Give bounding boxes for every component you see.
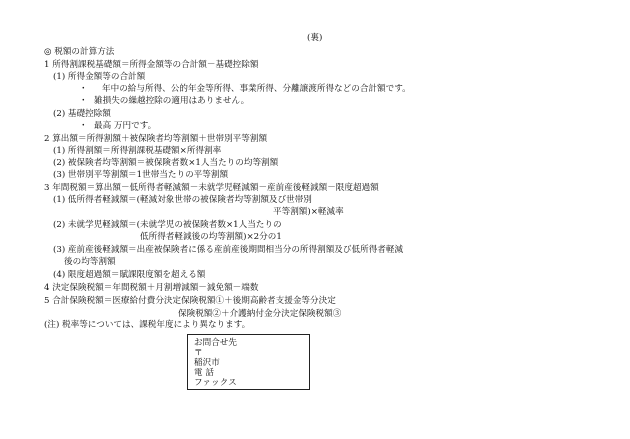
item-1-1: (1) 所得金額等の合計額 — [53, 72, 146, 82]
contact-title: お問合せ先 — [194, 338, 237, 348]
item-3: 3 年間税額＝算出額－低所得者軽減額－未就学児軽減額－産前産後軽減額－限度超過額 — [44, 183, 379, 193]
item-5-line2: 保険税額②＋介護納付金分決定保険税額③ — [178, 309, 342, 319]
contact-fax: ファックス — [194, 378, 237, 388]
item-5-line1: 5 合計保険税額＝医療給付費分決定保険税額①＋後期高齢者支援金等分決定 — [44, 296, 336, 306]
item-4: 4 決定保険税額＝年間税額＋月割増減額－減免額－端数 — [44, 283, 259, 293]
item-2-1: (1) 所得割額＝所得割課税基礎額×所得割率 — [53, 146, 222, 156]
bullet-icon: ・ — [79, 84, 88, 94]
item-1-2: (2) 基礎控除額 — [53, 109, 111, 119]
item-3-4: (4) 限度超過額＝賦課限度額を超える額 — [53, 270, 206, 280]
contact-phone: 電 話 — [194, 368, 214, 378]
item-3-2-line1: (2) 未就学児軽減額＝(未就学児の被保険者数×1人当たりの — [53, 220, 282, 230]
item-3-2-line2: 低所得者軽減後の均等割額)×2分の1 — [140, 232, 282, 242]
bullet-icon: ・ — [79, 96, 88, 106]
bullet-icon: ・ — [79, 121, 88, 131]
item-1-1-b: 雑損失の繰越控除の適用はありません。 — [94, 96, 250, 106]
item-3-1-line2: 平等割額)×軽減率 — [273, 207, 344, 217]
item-1-1-a: 年中の給与所得、公的年金等所得、事業所得、分離譲渡所得などの合計額です。 — [102, 84, 411, 94]
item-1-2-a: 最高 万円です。 — [94, 121, 157, 131]
contact-office: 稲沢市 — [194, 358, 220, 368]
item-3-1-line1: (1) 低所得者軽減額＝(軽減対象世帯の被保険者均等割額及び世帯別 — [53, 195, 312, 205]
item-2: 2 算出額＝所得割額＋被保険者均等割額＋世帯別平等割額 — [44, 134, 268, 144]
note-text: (注) 税率等については、課税年度により異なります。 — [44, 320, 251, 330]
contact-postal: 〒 — [194, 348, 203, 358]
item-2-2: (2) 被保険者均等割額＝被保険者数×1人当たりの均等割額 — [53, 158, 279, 168]
item-3-3-line2: 後の均等割額 — [64, 257, 116, 267]
section-title: ◎ 税額の計算方法 — [44, 47, 115, 57]
page-side-label: (裏) — [307, 33, 323, 43]
item-2-3: (3) 世帯別平等割額＝1世帯当たりの平等割額 — [53, 170, 229, 180]
item-1: 1 所得割課税基礎額＝所得金額等の合計額－基礎控除額 — [44, 60, 259, 70]
contact-box — [187, 334, 310, 390]
item-3-3-line1: (3) 産前産後軽減額＝出産被保険者に係る産前産後期間相当分の所得割額及び低所得者軽減 — [53, 245, 404, 255]
